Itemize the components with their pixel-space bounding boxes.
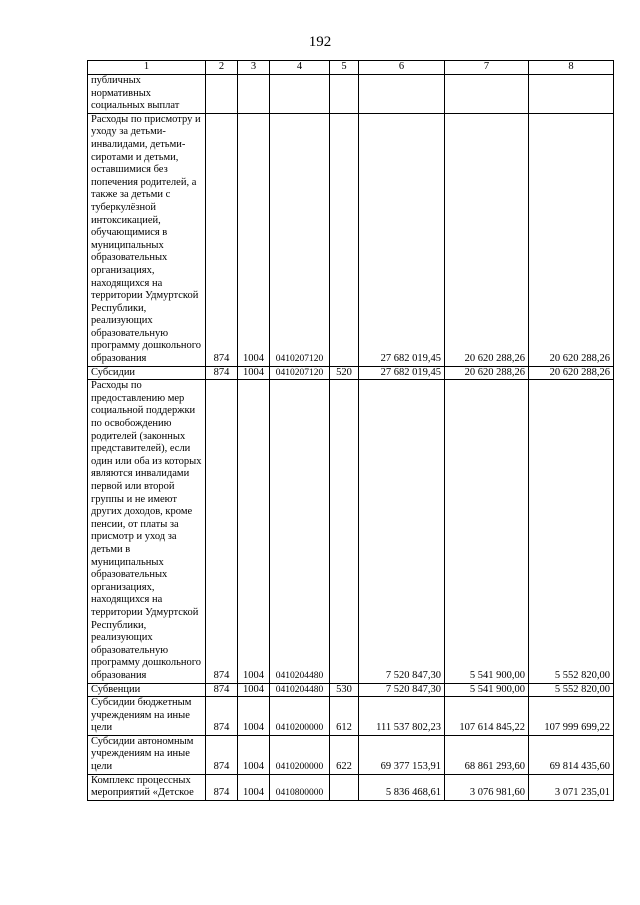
- cell-amount-2: 20 620 288,26: [445, 113, 529, 366]
- table-row: [88, 774, 614, 800]
- cell-amount-3: [529, 75, 614, 114]
- column-header: 8: [529, 61, 614, 75]
- cell-ved: 874: [206, 380, 238, 683]
- column-header: 3: [238, 61, 270, 75]
- cell-amount-2: 3 076 981,60: [445, 774, 529, 800]
- cell-amount-1: 7 520 847,30: [359, 683, 445, 697]
- cell-amount-3: 20 620 288,26: [529, 113, 614, 366]
- cell-amount-3: 107 999 699,22: [529, 697, 614, 736]
- cell-expense-type: 622: [330, 735, 359, 774]
- cell-section: 1004: [238, 735, 270, 774]
- cell-target-article: 0410800000: [270, 774, 330, 800]
- cell-target-article: 0410204480: [270, 380, 330, 683]
- column-header: 2: [206, 61, 238, 75]
- row-name: Расходы по предоставлению мер социальной поддержки по освобождению родителей (законных представителей), если один или оба из которых являются инвалидами первой или второй группы и не имеют других доходов, кроме пенсии, от платы за присмотр и уход за детьми в муниципальных образовательных организациях, находящихся на территории Удмуртской Республики, реализующих образовательную программу дошкольного образования: [88, 380, 206, 683]
- cell-amount-3: 5 552 820,00: [529, 380, 614, 683]
- cell-amount-1: 7 520 847,30: [359, 380, 445, 683]
- cell-ved: 874: [206, 697, 238, 736]
- table-row: [88, 113, 614, 366]
- cell-ved: 874: [206, 683, 238, 697]
- cell-amount-1: 5 836 468,61: [359, 774, 445, 800]
- cell-target-article: 0410200000: [270, 697, 330, 736]
- page-number: 192: [308, 34, 332, 50]
- cell-amount-3: 5 552 820,00: [529, 683, 614, 697]
- cell-section: [238, 75, 270, 114]
- cell-amount-2: 5 541 900,00: [445, 380, 529, 683]
- cell-section: 1004: [238, 113, 270, 366]
- header-row: [88, 61, 614, 75]
- cell-ved: 874: [206, 113, 238, 366]
- cell-expense-type: [330, 113, 359, 366]
- table-row: [88, 735, 614, 774]
- column-header: 6: [359, 61, 445, 75]
- cell-ved: 874: [206, 735, 238, 774]
- row-name: Расходы по присмотру и уходу за детьми-инвалидами, детьми-сиротами и детьми, оставшимися без попечения родителей, а также за детьми с туберкулёзной интоксикацией, обучающимися в муниципальных образовательных организациях, находящихся на территории Удмуртской Республики, реализующих образовательную программу дошкольного образования: [88, 113, 206, 366]
- cell-section: 1004: [238, 380, 270, 683]
- cell-target-article: 0410207120: [270, 113, 330, 366]
- cell-amount-3: 3 071 235,01: [529, 774, 614, 800]
- cell-expense-type: [330, 774, 359, 800]
- cell-amount-2: [445, 75, 529, 114]
- cell-amount-2: 68 861 293,60: [445, 735, 529, 774]
- cell-amount-1: 111 537 802,23: [359, 697, 445, 736]
- table-row: [88, 697, 614, 736]
- cell-target-article: [270, 75, 330, 114]
- cell-ved: 874: [206, 774, 238, 800]
- cell-expense-type: 520: [330, 366, 359, 380]
- cell-section: 1004: [238, 697, 270, 736]
- cell-amount-1: 27 682 019,45: [359, 366, 445, 380]
- cell-amount-1: 27 682 019,45: [359, 113, 445, 366]
- cell-target-article: 0410200000: [270, 735, 330, 774]
- cell-target-article: 0410207120: [270, 366, 330, 380]
- cell-amount-2: 107 614 845,22: [445, 697, 529, 736]
- column-header: 7: [445, 61, 529, 75]
- column-header: 4: [270, 61, 330, 75]
- cell-ved: 874: [206, 366, 238, 380]
- row-name: Субсидии бюджетным учреждениям на иные цели: [88, 697, 206, 736]
- row-name: Комплекс процессных мероприятий «Детское: [88, 774, 206, 800]
- row-name: публичных нормативных социальных выплат: [88, 75, 206, 114]
- budget-table: [87, 60, 614, 801]
- cell-amount-3: 20 620 288,26: [529, 366, 614, 380]
- row-name: Субсидии автономным учреждениям на иные цели: [88, 735, 206, 774]
- table-row: [88, 75, 614, 114]
- cell-section: 1004: [238, 774, 270, 800]
- cell-amount-1: [359, 75, 445, 114]
- cell-target-article: 0410204480: [270, 683, 330, 697]
- row-name: Субвенции: [88, 683, 206, 697]
- cell-amount-3: 69 814 435,60: [529, 735, 614, 774]
- cell-ved: [206, 75, 238, 114]
- table-row: [88, 683, 614, 697]
- table-row: [88, 366, 614, 380]
- cell-section: 1004: [238, 366, 270, 380]
- column-header: 5: [330, 61, 359, 75]
- table-row: [88, 380, 614, 683]
- cell-expense-type: [330, 380, 359, 683]
- cell-expense-type: [330, 75, 359, 114]
- cell-amount-2: 20 620 288,26: [445, 366, 529, 380]
- cell-amount-1: 69 377 153,91: [359, 735, 445, 774]
- column-header: 1: [88, 61, 206, 75]
- cell-expense-type: 530: [330, 683, 359, 697]
- cell-amount-2: 5 541 900,00: [445, 683, 529, 697]
- row-name: Субсидии: [88, 366, 206, 380]
- cell-section: 1004: [238, 683, 270, 697]
- cell-expense-type: 612: [330, 697, 359, 736]
